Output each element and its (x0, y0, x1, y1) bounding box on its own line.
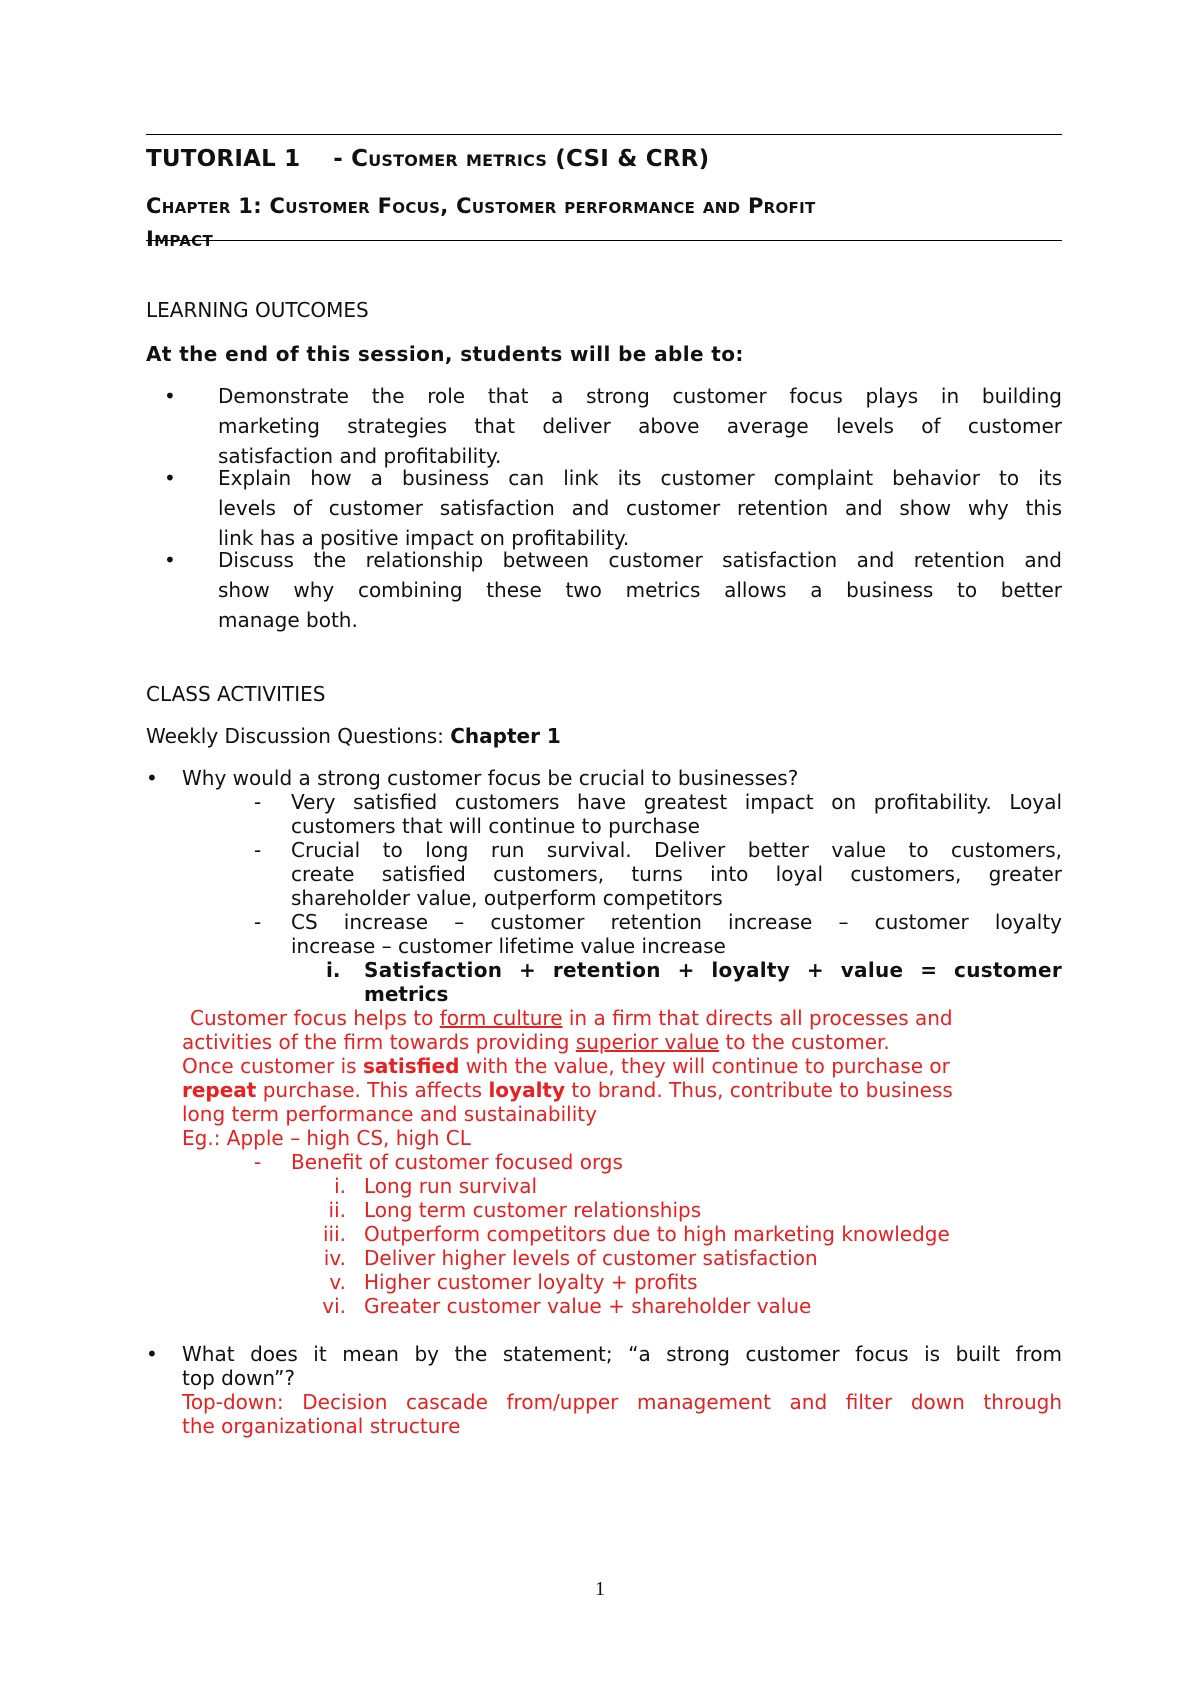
answer-4-bold-2: loyalty (488, 1078, 566, 1102)
answer-3a: Once customer is (182, 1054, 363, 1078)
benefit-item-3: Outperform competitors due to high marketing knowledge (364, 1222, 950, 1246)
benefit-item-4: Deliver higher levels of customer satisfaction (364, 1246, 818, 1270)
page-number: 1 (595, 1578, 605, 1600)
bullet-dot-icon: • (164, 466, 176, 490)
bottom-rule (146, 240, 1062, 241)
outcome-2-line-3: link has a positive impact on profitability. (218, 526, 630, 550)
dash-marker: - (254, 838, 262, 862)
benefit-num-2: ii. (328, 1198, 346, 1222)
dash-marker: - (254, 1150, 262, 1174)
dash-marker: - (254, 910, 262, 934)
d3-line-1: CS increase – customer retention increase – customer loyalty (291, 910, 1062, 934)
answer-1a: Customer focus helps to (190, 1006, 440, 1030)
title-tail: (CSI & CRR) (555, 146, 710, 172)
benefit-num-5: v. (329, 1270, 346, 1294)
benefit-heading: Benefit of customer focused orgs (291, 1150, 623, 1174)
d2-line-1: Crucial to long run survival. Deliver better value to customers, (291, 838, 1062, 862)
outcome-item-3 (218, 545, 1062, 635)
answer-4-bold-1: repeat (182, 1078, 257, 1102)
bullet-dot-icon: • (164, 384, 176, 408)
outcome-3-line-2: show why combining these two metrics allows a business to better (218, 578, 1062, 602)
d2-line-2: create satisfied customers, turns into loyal customers, greater (291, 862, 1062, 886)
bullet-dot-icon: • (146, 1342, 158, 1366)
answer-2-line-2: the organizational structure (182, 1414, 461, 1438)
answer-3-bold: satisfied (362, 1054, 460, 1078)
benefit-item-1: Long run survival (364, 1174, 538, 1198)
chapter-heading (146, 190, 1062, 256)
d2-line-3: shareholder value, outperform competitors (291, 886, 723, 910)
weekly-chapter: Chapter 1 (450, 724, 561, 748)
outcome-1-line-2: marketing strategies that deliver above average levels of customer (218, 414, 1062, 438)
d1-line-1: Very satisfied customers have greatest impact on profitability. Loyal (291, 790, 1062, 814)
outcome-2-line-1: Explain how a business can link its customer complaint behavior to its (218, 466, 1062, 490)
outcome-item-2 (218, 463, 1062, 553)
question-2-line-2: top down”? (182, 1366, 295, 1390)
metric-line-1: Satisfaction + retention + loyalty + value = customer (364, 958, 1062, 982)
title-smallcaps: Customer metrics (351, 146, 548, 172)
d1-line-2: customers that will continue to purchase (291, 814, 700, 838)
outcome-2-line-2: levels of customer satisfaction and customer retention and show why this (218, 496, 1062, 520)
d3-line-2: increase – customer lifetime value increase (291, 934, 726, 958)
tutorial-title (146, 146, 709, 172)
answer-line-6: Eg.: Apple – high CS, high CL (182, 1126, 471, 1150)
benefit-num-3: iii. (322, 1222, 346, 1246)
answer-line-5: long term performance and sustainability (182, 1102, 597, 1126)
answer-4a: purchase. This affects (256, 1078, 489, 1102)
outcome-item-1 (218, 381, 1062, 471)
metric-line-2: metrics (364, 982, 449, 1006)
title-dash: - (333, 146, 352, 172)
metric-number: i. (326, 958, 341, 982)
answer-2-line-1: Top-down: Decision cascade from/upper management and filter down through (182, 1390, 1062, 1414)
answer-line-2 (182, 1030, 890, 1054)
learning-lead: At the end of this session, students will be able to: (146, 342, 744, 366)
benefit-item-5: Higher customer loyalty + profits (364, 1270, 698, 1294)
chapter-line-1: Chapter 1: Customer Focus, Customer performance and Profit (146, 194, 816, 218)
answer-line-4 (182, 1078, 953, 1102)
benefit-num-6: vi. (322, 1294, 346, 1318)
answer-2b: to the customer. (719, 1030, 890, 1054)
bullet-dot-icon: • (164, 548, 176, 572)
chapter-line-2: Impact (146, 227, 214, 251)
top-rule (146, 134, 1062, 135)
answer-line-3 (182, 1054, 950, 1078)
question-1: Why would a strong customer focus be crucial to businesses? (182, 766, 799, 790)
bullet-dot-icon: • (146, 766, 158, 790)
answer-3c: with the value, they will continue to purchase or (459, 1054, 950, 1078)
benefit-item-2: Long term customer relationships (364, 1198, 702, 1222)
benefit-item-6: Greater customer value + shareholder value (364, 1294, 812, 1318)
answer-line-1 (190, 1006, 953, 1030)
outcome-1-line-1: Demonstrate the role that a strong customer focus plays in building (218, 384, 1062, 408)
title-main: TUTORIAL 1 (146, 146, 301, 172)
outcome-3-line-3: manage both. (218, 608, 358, 632)
answer-1b: in a firm that directs all processes and (562, 1006, 953, 1030)
answer-1-underline: form culture (439, 1006, 563, 1030)
dash-marker: - (254, 790, 262, 814)
outcome-3-line-1: Discuss the relationship between customer satisfaction and retention and (218, 548, 1062, 572)
benefit-num-4: iv. (323, 1246, 346, 1270)
answer-2-underline: superior value (575, 1030, 720, 1054)
outcome-1-line-3: satisfaction and profitability. (218, 444, 502, 468)
answer-2a: activities of the firm towards providing (182, 1030, 576, 1054)
answer-4c: to brand. Thus, contribute to business (565, 1078, 953, 1102)
benefit-num-1: i. (334, 1174, 346, 1198)
question-2-line-1: What does it mean by the statement; “a strong customer focus is built from (182, 1342, 1062, 1366)
learning-outcomes-heading: LEARNING OUTCOMES (146, 298, 369, 322)
class-activities-heading: CLASS ACTIVITIES (146, 682, 326, 706)
weekly-questions-line (146, 724, 561, 748)
weekly-prefix: Weekly Discussion Questions: (146, 724, 451, 748)
